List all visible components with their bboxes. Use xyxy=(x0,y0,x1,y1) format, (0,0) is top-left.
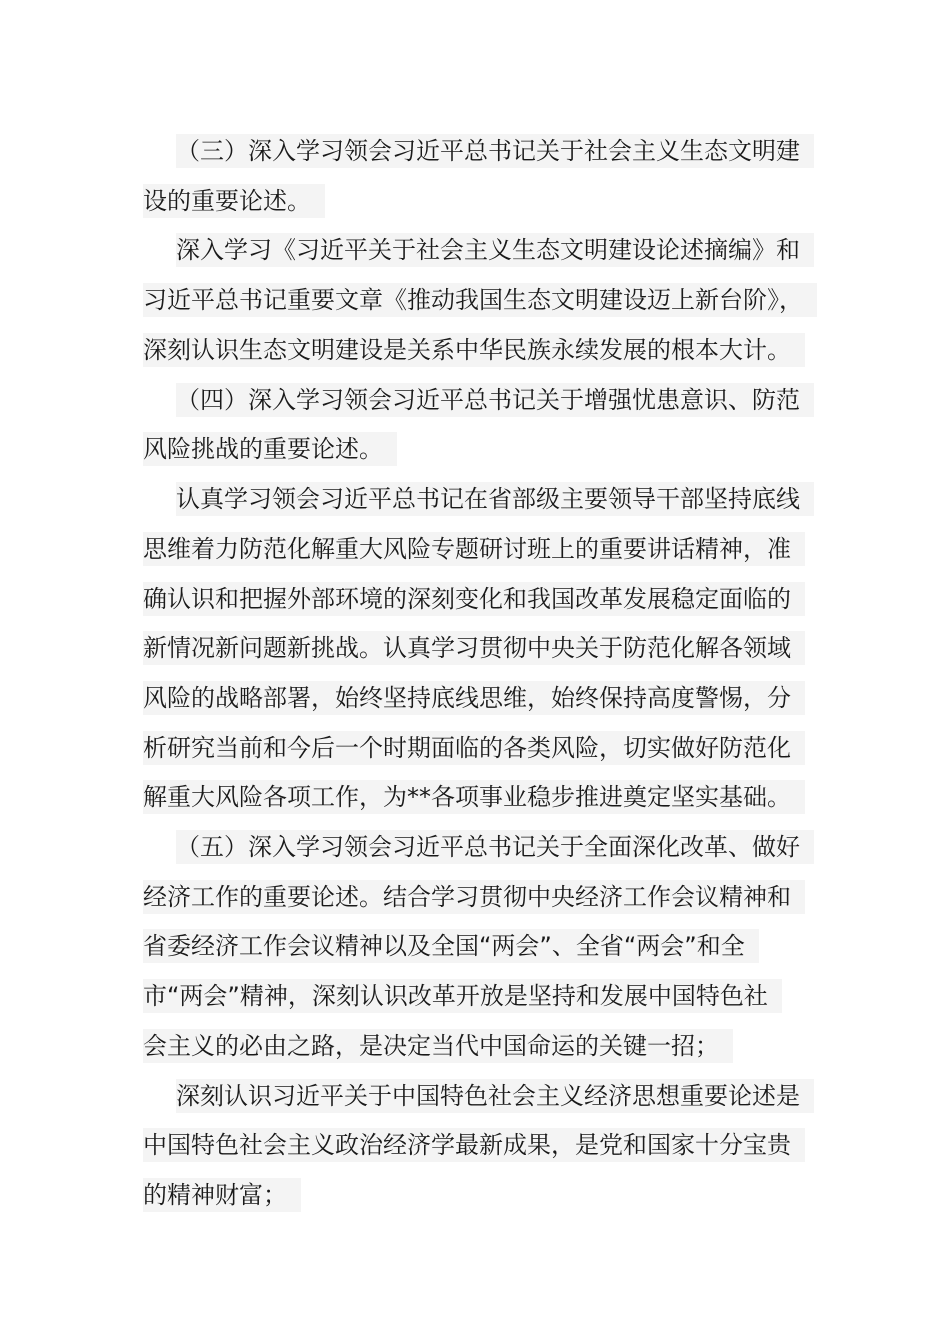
text-line: 深入学习《习近平关于社会主义生态文明建设论述摘编》和 xyxy=(176,233,814,267)
text-line: 市“两会”精神，深刻认识改革开放是坚持和发展中国特色社 xyxy=(143,979,782,1013)
text-line: 析研究当前和今后一个时期面临的各类风险，切实做好防范化 xyxy=(143,731,805,765)
text-line: 风险挑战的重要论述。 xyxy=(143,432,397,466)
text-line: （三）深入学习领会习近平总书记关于社会主义生态文明建 xyxy=(176,134,814,168)
text-line: 经济工作的重要论述。结合学习贯彻中央经济工作会议精神和 xyxy=(143,880,805,914)
text-line: （四）深入学习领会习近平总书记关于增强忧患意识、防范 xyxy=(176,383,814,417)
text-line: 省委经济工作会议精神以及全国“两会”、全省“两会”和全 xyxy=(143,929,759,963)
text-line: 深刻认识习近平关于中国特色社会主义经济思想重要论述是 xyxy=(176,1079,814,1113)
text-line: 解重大风险各项工作，为**各项事业稳步推进奠定坚实基础。 xyxy=(143,780,805,814)
text-line: 新情况新问题新挑战。认真学习贯彻中央关于防范化解各领域 xyxy=(143,631,805,665)
text-line: 设的重要论述。 xyxy=(143,184,325,218)
text-line: 思维着力防范化解重大风险专题研讨班上的重要讲话精神，准 xyxy=(143,532,805,566)
text-line: 风险的战略部署，始终坚持底线思维，始终保持高度警惕，分 xyxy=(143,681,805,715)
text-line: 会主义的必由之路，是决定当代中国命运的关键一招； xyxy=(143,1029,733,1063)
text-line: 中国特色社会主义政治经济学最新成果，是党和国家十分宝贵 xyxy=(143,1128,805,1162)
text-line: （五）深入学习领会习近平总书记关于全面深化改革、做好 xyxy=(176,830,814,864)
text-line: 习近平总书记重要文章《推动我国生态文明建设迈上新台阶》， xyxy=(143,283,817,317)
text-line: 确认识和把握外部环境的深刻变化和我国改革发展稳定面临的 xyxy=(143,582,805,616)
text-line: 认真学习领会习近平总书记在省部级主要领导干部坚持底线 xyxy=(176,482,814,516)
text-line: 深刻认识生态文明建设是关系中华民族永续发展的根本大计。 xyxy=(143,333,805,367)
text-line: 的精神财富； xyxy=(143,1178,301,1212)
